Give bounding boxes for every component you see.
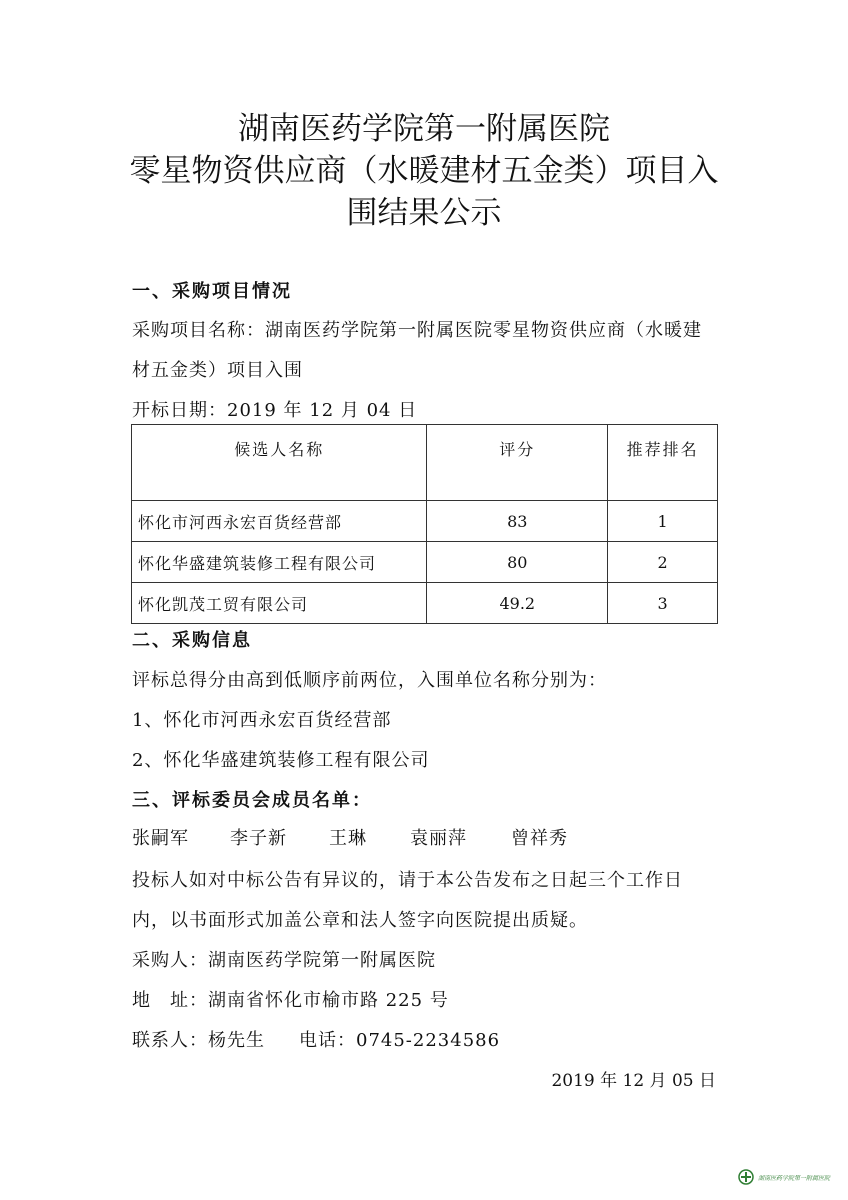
committee-member: 李子新 [230, 828, 287, 849]
candidate-score: 49.2 [427, 583, 608, 624]
candidate-rank: 1 [608, 501, 718, 542]
table-row [132, 583, 718, 624]
candidate-name: 怀化市河西永宏百货经营部 [132, 501, 427, 542]
objection-notice-line-1: 投标人如对中标公告有异议的，请于本公告发布之日起三个工作日 [132, 870, 683, 891]
document-title-line-3: 围结果公示 [346, 195, 502, 231]
section-3-heading: 三、评标委员会成员名单： [132, 790, 372, 811]
candidate-rank: 2 [608, 542, 718, 583]
committee-member: 张嗣军 [132, 828, 189, 849]
table-row [132, 501, 718, 542]
objection-notice-line-2: 内，以书面形式加盖公章和法人签字向医院提出质疑。 [132, 910, 588, 931]
contact-phone: 电话：0745-2234586 [299, 1030, 501, 1051]
hospital-logo-text: 湖南医药学院第一附属医院 [757, 1174, 830, 1182]
project-name-line-1: 采购项目名称：湖南医药学院第一附属医院零星物资供应商（水暖建 [132, 320, 702, 341]
document-title-line-2: 零星物资供应商（水暖建材五金类）项目入 [129, 153, 719, 189]
bid-opening-date: 开标日期：2019 年 12 月 04 日 [132, 400, 418, 421]
table-header-row [132, 425, 718, 501]
committee-member: 曾祥秀 [511, 828, 568, 849]
committee-member: 袁丽萍 [410, 828, 467, 849]
project-name-line-2: 材五金类）项目入围 [132, 360, 303, 381]
issue-date: 2019 年 12 月 05 日 [551, 1071, 716, 1091]
shortlist-item-2: 2、怀化华盛建筑装修工程有限公司 [132, 750, 430, 771]
hospital-logo-icon [738, 1169, 754, 1185]
section-2-heading: 二、采购信息 [132, 630, 252, 651]
shortlist-item-1: 1、怀化市河西永宏百货经营部 [132, 710, 392, 731]
candidate-score: 83 [427, 501, 608, 542]
table-row [132, 542, 718, 583]
purchaser: 采购人：湖南医药学院第一附属医院 [132, 950, 436, 971]
candidate-table [131, 424, 718, 624]
contact-person: 联系人：杨先生 [132, 1030, 265, 1051]
section-1-heading: 一、采购项目情况 [132, 281, 292, 302]
shortlist-intro: 评标总得分由高到低顺序前两位，入围单位名称分别为： [132, 670, 607, 691]
committee-member: 王琳 [329, 828, 367, 849]
candidate-name: 怀化凯茂工贸有限公司 [132, 583, 427, 624]
address: 地 址：湖南省怀化市榆市路 225 号 [132, 990, 449, 1011]
candidate-name: 怀化华盛建筑装修工程有限公司 [132, 542, 427, 583]
header-score: 评分 [427, 425, 608, 501]
header-rank: 推荐排名 [608, 425, 718, 501]
document-title-line-1: 湖南医药学院第一附属医院 [238, 111, 610, 147]
hospital-logo [738, 1166, 830, 1188]
header-candidate-name: 候选人名称 [132, 425, 427, 501]
candidate-score: 80 [427, 542, 608, 583]
candidate-rank: 3 [608, 583, 718, 624]
